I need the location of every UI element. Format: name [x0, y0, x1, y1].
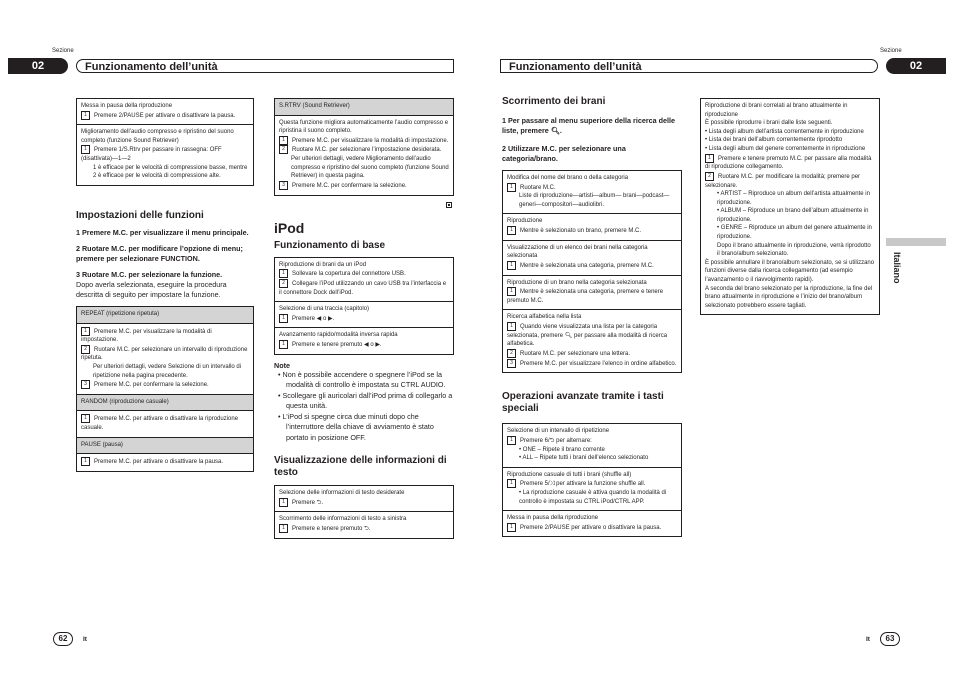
box-row	[503, 241, 681, 276]
row-text: Premere M.C. per attivare o disattivare la riproduzione casuale.	[81, 416, 239, 432]
step-number: 3	[507, 359, 516, 368]
section-badge-right: 02	[886, 58, 946, 74]
note-heading: Note	[274, 360, 290, 370]
bullet-text: ALL – Ripete tutti i brani dell’elenco selezionato	[522, 455, 649, 462]
step-1: 1 Per passare al menu superiore della ricerca delle liste, premere 🔍︎.	[502, 116, 675, 135]
box-row	[275, 258, 453, 303]
box-row	[77, 324, 253, 395]
advanced-heading: Operazioni avanzate tramite i tasti speciali	[502, 391, 664, 415]
advanced-box	[502, 423, 682, 537]
box-row	[77, 454, 253, 471]
settings-heading: Impostazioni delle funzioni	[76, 209, 204, 221]
pause-header: PAUSE (pausa)	[77, 438, 253, 455]
row-text: Premere 2/PAUSE per attivare o disattivare la pausa.	[94, 112, 236, 119]
playback-options-box	[76, 98, 254, 186]
box-row	[275, 116, 453, 195]
language-tab: Italiano	[892, 252, 902, 284]
base-box	[274, 257, 454, 355]
step-number: 1	[507, 436, 516, 445]
step-number: 2	[279, 279, 288, 288]
srtrv-box	[274, 98, 454, 196]
footer-lang-right: It	[866, 636, 870, 643]
page-title-right: Funzionamento dell’unità	[500, 59, 878, 73]
step-number: 1	[279, 498, 288, 507]
row-text: Per ulteriori dettagli, vedere Selezione di un intervallo di ripetizione nella pagina precedente.	[93, 364, 242, 379]
row-title: Riproduzione casuale di tutti i brani (shuffle all)	[507, 471, 632, 478]
random-header: RANDOM (riproduzione casuale)	[77, 395, 253, 412]
row-title: Selezione di un intervallo di ripetizione	[507, 428, 610, 435]
section-label-right: Sezione	[880, 48, 902, 54]
row-text: Premere 1/S.Rtrv per passare in rassegna: OFF (disattivata)—1—2	[81, 147, 222, 163]
note-item: • L’iPod si spegne circa due minuti dopo che l’interruttore della chiave di avviamento è stato portato in posizione OFF.	[278, 411, 434, 442]
row-text: Ruotare M.C.	[520, 184, 556, 191]
step-number: 1	[279, 314, 288, 323]
row-title: Riproduzione di brani correlati al brano attualmente in riproduzione	[705, 103, 848, 118]
step-number: 1	[507, 523, 516, 532]
left-col2	[274, 98, 454, 539]
box-row	[275, 302, 453, 328]
step-number: 1	[81, 327, 90, 336]
end-mark-icon	[446, 202, 452, 208]
row-title: Scorrimento delle informazioni di testo a sinistra	[279, 516, 407, 523]
row-title: Ricerca alfabetica nella lista	[507, 314, 582, 321]
row-text: Mentre è selezionata una categoria, premere e tenere premuto M.C.	[507, 289, 664, 304]
srtrv-header: S.RTRV (Sound Retriever)	[275, 99, 453, 116]
row-title: Messa in pausa della riproduzione	[507, 515, 599, 522]
text-info-heading: Visualizzazione delle informazioni di testo	[274, 455, 447, 479]
step-number: 3	[279, 181, 288, 190]
step-number: 1	[81, 414, 90, 423]
row-title: Selezione di una traccia (capitolo)	[279, 306, 370, 313]
row-text: Premere M.C. per confermare la selezione.	[94, 382, 209, 389]
bullet-text: La riproduzione casuale è attiva quando la modalità di controllo è impostata su CTRL iPod/CTRL APP.	[519, 489, 667, 505]
row-text: Mentre è selezionata una categoria, premere M.C.	[520, 262, 654, 269]
row-text: Questa funzione migliora automaticamente l’audio compresso e ripristina il suono completo.	[279, 119, 449, 135]
box-row	[77, 99, 253, 125]
row-text: Ruotare M.C. per selezionare una lettera.	[520, 350, 631, 357]
box-row	[275, 512, 453, 537]
step-1: 1 Premere M.C. per visualizzare il menu principale.	[76, 227, 249, 237]
step-number: 1	[507, 226, 516, 235]
row-text: Liste di riproduzione—artisti—album— brani—podcast—generi—compositori—audiolibri.	[519, 193, 670, 208]
box-row: Riproduzione casuale di tutti i brani (shuffle all) 1 Premere 5/⤨ per attivare la funzione shuffle all. • La riproduzione casuale è attiva quando la modalità di controllo è impostata su CTRL iPod/CTRL APP.	[503, 468, 681, 511]
step-number: 3	[81, 380, 90, 389]
row-text: Ruotare M.C. per selezionare l’impostazione desiderata.	[292, 147, 442, 154]
row-text: Sollevare la copertura del connettore USB.	[292, 271, 406, 278]
right-col2	[700, 98, 880, 315]
step-number: 1	[507, 322, 516, 331]
scroll-heading: Scorrimento dei brani	[502, 96, 606, 107]
step-2: 2 Ruotare M.C. per modificare l’opzione di menu; premere per selezionare FUNCTION.	[76, 243, 243, 263]
row-title: Modifica del nome del brano o della categoria	[507, 175, 629, 181]
step-3: 3 Ruotare M.C. per selezionare la funzione.	[76, 269, 223, 279]
bullet-text: ALBUM – Riproduce un brano dell’album attualmente in riproduzione.	[717, 208, 869, 223]
step-number: 1	[705, 154, 714, 163]
box-row	[275, 486, 453, 512]
base-heading: Funzionamento di base	[274, 239, 386, 251]
paragraph: Dopo averla selezionata, eseguire la procedura descritta di seguito per impostare la funzione.	[76, 279, 227, 299]
row-text: Dopo il brano attualmente in riproduzione, verrà riprodotto il brano/album selezionato.	[717, 242, 871, 258]
row-text: Premere ⮌.	[292, 499, 324, 506]
row-text: Per ulteriori dettagli, vedere Miglioramento dell’audio compresso e ripristino del suono completo (funzione Sound Retriever) in questa pagina.	[291, 156, 449, 180]
repeat-header: REPEAT (ripetizione ripetuta)	[77, 307, 253, 324]
row-text: Premere e tenere premuto ◀ o ▶.	[292, 342, 382, 349]
box-row: Riproduzione di brani correlati al brano attualmente in riproduzione È possibile riprodurre i brani dalle liste seguenti. • Lista degli album dell’artista correntemente in riproduzione • Lista dei brani dell’album correntemente riprodotto • Lista degli album del genere correntemente in riproduzione 1 Premere e tenere premuto M.C. per passare alla modalità di riproduzione collegamento. 2 Ruotare M.C. per modificare la modalità; premere per selezionare. • ARTIST – Riproduce un album dell’artista attualmente in riproduzione. • ALBUM – Riproduce un brano dell’album attualmente in riproduzione. • GENRE – Riproduce un album del genere attualmente in riproduzione. Dopo il brano attualmente in riproduzione, verrà riprodotto il brano/album selezionato. È possibile annullare il brano/album selezionato, se si utilizzano funzioni diverse dalla ricerca collegamento (ad esempio l’avanzamento o il riavvolgimento rapidi). A seconda del brano selezionato per la riproduzione, la fine del brano attualmente in riproduzione e l’inizio del brano/album selezionato potrebbero essere tagliati.	[705, 103, 875, 309]
row-text: Premere M.C. per attivare o disattivare la pausa.	[94, 459, 224, 466]
row-text: È possibile annullare il brano/album selezionato, se si utilizzano funzioni diverse dalla ricerca collegamento (ad esempio l’avanzamento o il riavvolgimento rapidi).	[705, 259, 875, 284]
link-play-box	[700, 98, 880, 315]
row-text: Premere e tenere premuto M.C. per passare alla modalità di riproduzione collegamento.	[705, 155, 872, 171]
page-title: Funzionamento dell’unità	[76, 59, 454, 73]
row-text: • Lista dei brani dell’album correntemente riprodotto	[705, 137, 843, 144]
row-text: • Lista degli album dell’artista correntemente in riproduzione	[705, 128, 864, 135]
step-number: 1	[279, 136, 288, 145]
box-row	[503, 310, 681, 372]
step-number: 2	[81, 345, 90, 354]
step-number: 1	[279, 269, 288, 278]
box-row	[275, 328, 453, 353]
row-title: Avanzamento rapido/modalità inversa rapida	[279, 332, 398, 339]
step-number: 1	[81, 457, 90, 466]
box-row	[503, 511, 681, 536]
row-text: Premere e tenere premuto ⮌.	[292, 526, 371, 533]
row-text: Premere 6/⮌ per alternare:	[520, 437, 592, 444]
box-row	[77, 411, 253, 437]
row-text: Ruotare M.C. per modificare la modalità; premere per selezionare.	[705, 173, 861, 189]
note-item: • Scollegare gli auricolari dall’iPod prima di collegarlo a questa unità.	[278, 390, 453, 411]
row-text: Premere M.C. per visualizzare l’elenco in ordine alfabetico.	[520, 360, 677, 367]
step-number: 1	[507, 479, 516, 488]
language-tab-bar	[886, 238, 946, 246]
step-2: 2 Utilizzare M.C. per selezionare una categoria/brano.	[502, 144, 626, 163]
step-number: 1	[507, 183, 516, 192]
box-row	[503, 214, 681, 240]
box-row	[503, 276, 681, 311]
row-title: Miglioramento dell’audio compresso e ripristino del suono completo (funzione Sound Retriever)	[81, 129, 234, 144]
settings-box	[76, 306, 254, 472]
page-number-left: 62	[53, 632, 73, 646]
text-info-box	[274, 485, 454, 539]
step-number: 1	[279, 524, 288, 533]
row-text: Mentre è selezionato un brano, premere M.C.	[520, 228, 642, 235]
row-title: Messa in pausa della riproduzione	[81, 103, 173, 109]
row-title: Riproduzione	[507, 218, 543, 225]
row-text: Quando viene visualizzata una lista per la categoria selezionata, premere 🔍︎ per passare alla modalità di ricerca alfabetica.	[507, 324, 668, 348]
row-text: Premere 2/PAUSE per attivare o disattivare la pausa.	[520, 524, 662, 531]
step-number: 1	[507, 261, 516, 270]
step-number: 1	[81, 111, 90, 120]
row-text: È possibile riprodurre i brani dalle liste seguenti.	[705, 120, 833, 127]
row-text: Premere 5/⤨ per attivare la funzione shuffle all.	[520, 481, 646, 488]
step-number: 2	[507, 349, 516, 358]
step-number: 1	[81, 145, 90, 154]
footer-lang-left: It	[83, 636, 87, 643]
left-col1	[76, 98, 254, 472]
box-row	[503, 171, 681, 214]
row-text: A seconda del brano selezionato per la riproduzione, la fine del brano attualmente in riproduzione e l’inizio del brano/album selezionato potrebbero essere tagliati.	[705, 285, 873, 309]
box-row	[77, 125, 253, 185]
row-title: Riproduzione di brani da un iPod	[279, 261, 367, 268]
section-badge: 02	[8, 58, 68, 74]
bullet-text: ARTIST – Riproduce un album dell’artista attualmente in riproduzione.	[717, 191, 870, 206]
row-text: Premere M.C. per visualizzare la modalità di impostazione.	[81, 328, 212, 344]
page-number-right: 63	[880, 632, 900, 646]
box-row: Selezione di un intervallo di ripetizione 1 Premere 6/⮌ per alternare: • ONE – Ripete il brano corrente • ALL – Ripete tutti i brani dell’elenco selezionato	[503, 424, 681, 467]
bullet-text: ONE – Ripete il brano corrente	[522, 446, 605, 453]
row-text: Premere M.C. per visualizzare la modalità di impostazione.	[292, 137, 449, 144]
bullet-text: GENRE – Riproduce un album del genere attualmente in riproduzione.	[717, 225, 872, 241]
row-title: Riproduzione di un brano nella categoria selezionata	[507, 279, 647, 286]
row-text: Collegare l’iPod utilizzando un cavo USB tra l’interfaccia e il connettore Dock dell’iPod.	[279, 280, 447, 296]
step-number: 2	[279, 145, 288, 154]
row-text: Ruotare M.C. per selezionare un intervallo di riproduzione ripetuta.	[81, 346, 248, 362]
row-title: Visualizzazione di un elenco dei brani nella categoria selezionata	[507, 244, 648, 260]
row-text: Premere ◀ o ▶.	[292, 315, 335, 322]
row-text: 1 è efficace per le velocità di compressione basse, mentre 2 è efficace per le velocità di compressione alte.	[93, 164, 248, 180]
step-number: 1	[507, 287, 516, 296]
ipod-heading: iPod	[274, 219, 305, 236]
note-item: • Non è possibile accendere o spegnere l’iPod se la modalità di controllo è impostata su CTRL AUDIO.	[278, 369, 446, 390]
row-text: • Lista degli album del genere correntemente in riproduzione	[705, 145, 866, 152]
right-col1	[502, 96, 682, 537]
step-number: 1	[279, 340, 288, 349]
scroll-box	[502, 170, 682, 373]
row-title: Selezione delle informazioni di testo desiderate	[279, 490, 405, 497]
section-label: Sezione	[52, 48, 74, 54]
step-number: 2	[705, 172, 714, 181]
row-text: Premere M.C. per confermare la selezione.	[292, 182, 407, 189]
